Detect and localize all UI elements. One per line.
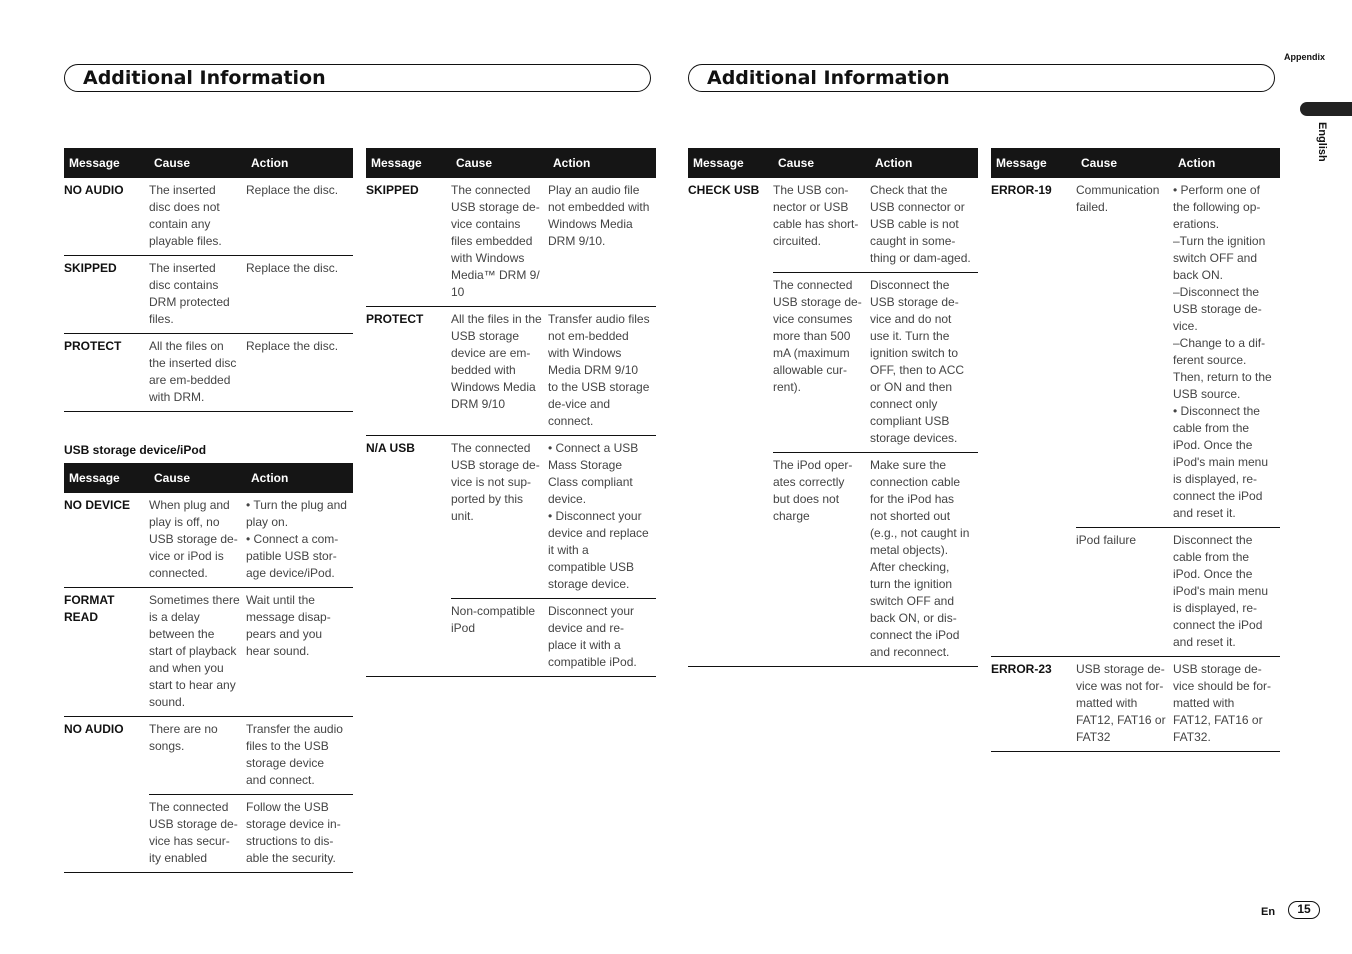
message-code: NO DEVICE <box>64 498 131 512</box>
table-row <box>64 178 353 256</box>
table-row <box>991 178 1280 657</box>
cause-cell: The inserted disc contains DRM protected files. <box>149 261 230 326</box>
column-header-message: Message <box>69 156 120 170</box>
cause-action-row <box>773 178 978 272</box>
action-cell: Disconnect your device and re-place it with a compatible iPod. <box>548 604 637 669</box>
table-header-row <box>366 148 656 178</box>
column-header-cause: Cause <box>154 471 191 485</box>
message-code: CHECK USB <box>688 183 760 197</box>
cause-cell: iPod failure <box>1076 533 1137 547</box>
message-code: SKIPPED <box>64 261 117 275</box>
action-cell: Wait until the message disap-pears and you hear sound. <box>246 593 331 658</box>
action-cell: • Turn the plug and play on. • Connect a com-patible USB stor-age device/iPod. <box>246 498 347 580</box>
message-code: PROTECT <box>64 339 122 353</box>
cause-action-list <box>451 436 656 676</box>
appendix-label: Appendix <box>1284 52 1326 62</box>
column-header-message: Message <box>693 156 744 170</box>
footer-lang: En <box>1261 906 1276 918</box>
cause-cell: All the files on the inserted disc are em-bedded with DRM. <box>149 339 237 404</box>
column-header-message: Message <box>996 156 1047 170</box>
column-header-cause: Cause <box>154 156 191 170</box>
page-title-left: Additional Information <box>83 67 326 89</box>
cause-action-row <box>149 256 353 333</box>
cause-action-row <box>773 452 978 666</box>
column-header-action: Action <box>875 156 913 170</box>
table-row <box>64 588 353 717</box>
cause-action-row <box>149 794 353 872</box>
cause-action-list <box>149 178 353 255</box>
action-cell: Make sure the connection cable for the iPod has not shorted out (e.g., not caught in metal objects). After checking, turn the ignition switch OFF and back ON, or dis-connect the iPod and reconnect. <box>870 458 970 659</box>
column-header-action: Action <box>251 471 289 485</box>
action-cell: Replace the disc. <box>246 183 339 197</box>
column-header-cause: Cause <box>456 156 493 170</box>
usb-error-table <box>64 463 353 873</box>
column-header-action: Action <box>553 156 591 170</box>
cause-action-list <box>1076 178 1280 656</box>
cause-cell: The inserted disc does not contain any playable files. <box>149 183 222 248</box>
cause-action-row <box>149 717 353 794</box>
usb-error-table-cont <box>366 148 656 677</box>
action-cell: • Connect a USB Mass Storage Class compliant device. • Disconnect your device and replace it with a compatible USB storage device. <box>548 441 649 591</box>
table-header-row <box>991 148 1280 178</box>
table-row <box>366 178 656 307</box>
column-header-message: Message <box>69 471 120 485</box>
cause-action-list <box>149 717 353 872</box>
cause-cell: When plug and play is off, no USB storage de-vice or iPod is connected. <box>149 498 238 580</box>
action-cell: • Perform one of the following op-erations. –Turn the ignition switch OFF and back ON. –Disconnect the USB storage de-vice. –Change to a dif-ferent source. Then, return to the USB source. • Disconnect the cable from the iPod. Once the iPod's main menu is displayed, re-connect the iPod and reset it. <box>1173 183 1272 520</box>
cause-cell: The connected USB storage de-vice has secur-ity enabled <box>149 800 238 865</box>
column-header-action: Action <box>251 156 289 170</box>
message-code: NO AUDIO <box>64 183 124 197</box>
table-header-row <box>688 148 978 178</box>
column-header-cause: Cause <box>1081 156 1118 170</box>
table-row <box>64 256 353 334</box>
cause-action-list <box>451 307 656 435</box>
cause-action-row <box>451 178 656 306</box>
table-row <box>64 717 353 873</box>
table-row <box>64 334 353 412</box>
cause-action-row <box>773 272 978 452</box>
cause-action-row <box>1076 178 1280 527</box>
cause-cell: The connected USB storage de-vice is not sup-ported by this unit. <box>451 441 540 523</box>
table-row <box>366 307 656 436</box>
cause-action-list <box>149 493 353 587</box>
cause-cell: The connected USB storage de-vice consumes more than 500 mA (maximum allowable cur-rent). <box>773 278 862 394</box>
table-header-row <box>64 148 353 178</box>
cause-action-row <box>1076 527 1280 656</box>
cause-action-list <box>149 334 353 411</box>
cause-cell: USB storage de-vice was not for-matted with FAT12, FAT16 or FAT32 <box>1076 662 1166 744</box>
page-title-right: Additional Information <box>707 67 950 89</box>
message-code: PROTECT <box>366 312 424 326</box>
action-cell: USB storage de-vice should be for-matted with FAT12, FAT16 or FAT32. <box>1173 662 1272 744</box>
cause-action-row <box>451 598 656 676</box>
cause-cell: The USB con-nector or USB cable has short-circuited. <box>773 183 859 248</box>
action-cell: Transfer the audio files to the USB storage device and connect. <box>246 722 343 787</box>
message-code: SKIPPED <box>366 183 419 197</box>
table-header-row <box>64 463 353 493</box>
disc-error-table <box>64 148 353 412</box>
column-header-action: Action <box>1178 156 1216 170</box>
cause-cell: Non-compatible iPod <box>451 604 536 635</box>
message-code: NO AUDIO <box>64 722 124 736</box>
cause-cell: All the files in the USB storage device are em-bedded with Windows Media DRM 9/10 <box>451 312 542 411</box>
action-cell: Disconnect the cable from the iPod. Once the iPod's main menu is displayed, re-connect the iPod and reset it. <box>1173 533 1269 649</box>
cause-action-list <box>149 256 353 333</box>
cause-action-list <box>149 588 353 716</box>
cause-action-row <box>149 493 353 587</box>
action-cell: Replace the disc. <box>246 261 339 275</box>
message-code: ERROR-23 <box>991 662 1052 676</box>
cause-cell: Communication failed. <box>1076 183 1160 214</box>
cause-action-row <box>149 588 353 716</box>
check-usb-table <box>688 148 978 667</box>
cause-cell: The iPod oper-ates correctly but does not charge <box>773 458 853 523</box>
page-header-right <box>688 64 1275 92</box>
cause-cell: The connected USB storage de-vice contains files embedded with Windows Media™ DRM 9/ 10 <box>451 183 540 299</box>
action-cell: Disconnect the USB storage de-vice and do not use it. Turn the ignition switch to OFF, then to ACC or ON and then connect only compliant USB storage devices. <box>870 278 965 445</box>
page-number: 15 <box>1288 901 1320 919</box>
cause-cell: There are no songs. <box>149 722 218 753</box>
cause-cell: Sometimes there is a delay between the start of playback and when you start to hear any sound. <box>149 593 240 709</box>
message-code: N/A USB <box>366 441 415 455</box>
table-row <box>366 436 656 677</box>
column-header-cause: Cause <box>778 156 815 170</box>
cause-action-row <box>149 334 353 411</box>
action-cell: Check that the USB connector or USB cable is not caught in some-thing or dam-aged. <box>870 183 971 265</box>
table-row <box>991 657 1280 752</box>
cause-action-row <box>1076 657 1280 751</box>
cause-action-row <box>451 436 656 598</box>
action-cell: Replace the disc. <box>246 339 339 353</box>
table-row <box>688 178 978 667</box>
column-header-message: Message <box>371 156 422 170</box>
language-label: English <box>1316 122 1328 162</box>
usb-section-title: USB storage device/iPod <box>64 443 207 457</box>
section-tab <box>1300 102 1352 116</box>
cause-action-row <box>451 307 656 435</box>
cause-action-list <box>451 178 656 306</box>
page-header-left <box>64 64 651 92</box>
cause-action-list <box>1076 657 1280 751</box>
error-code-table <box>991 148 1280 752</box>
message-code: ERROR-19 <box>991 183 1052 197</box>
cause-action-row <box>149 178 353 255</box>
action-cell: Follow the USB storage device in-structions to dis-able the security. <box>246 800 341 865</box>
message-code: FORMAT READ <box>64 593 115 624</box>
action-cell: Play an audio file not embedded with Windows Media DRM 9/10. <box>548 183 650 248</box>
cause-action-list <box>773 178 978 666</box>
action-cell: Transfer audio files not em-bedded with Windows Media DRM 9/10 to the USB storage de-vice and connect. <box>548 312 650 428</box>
table-row <box>64 493 353 588</box>
